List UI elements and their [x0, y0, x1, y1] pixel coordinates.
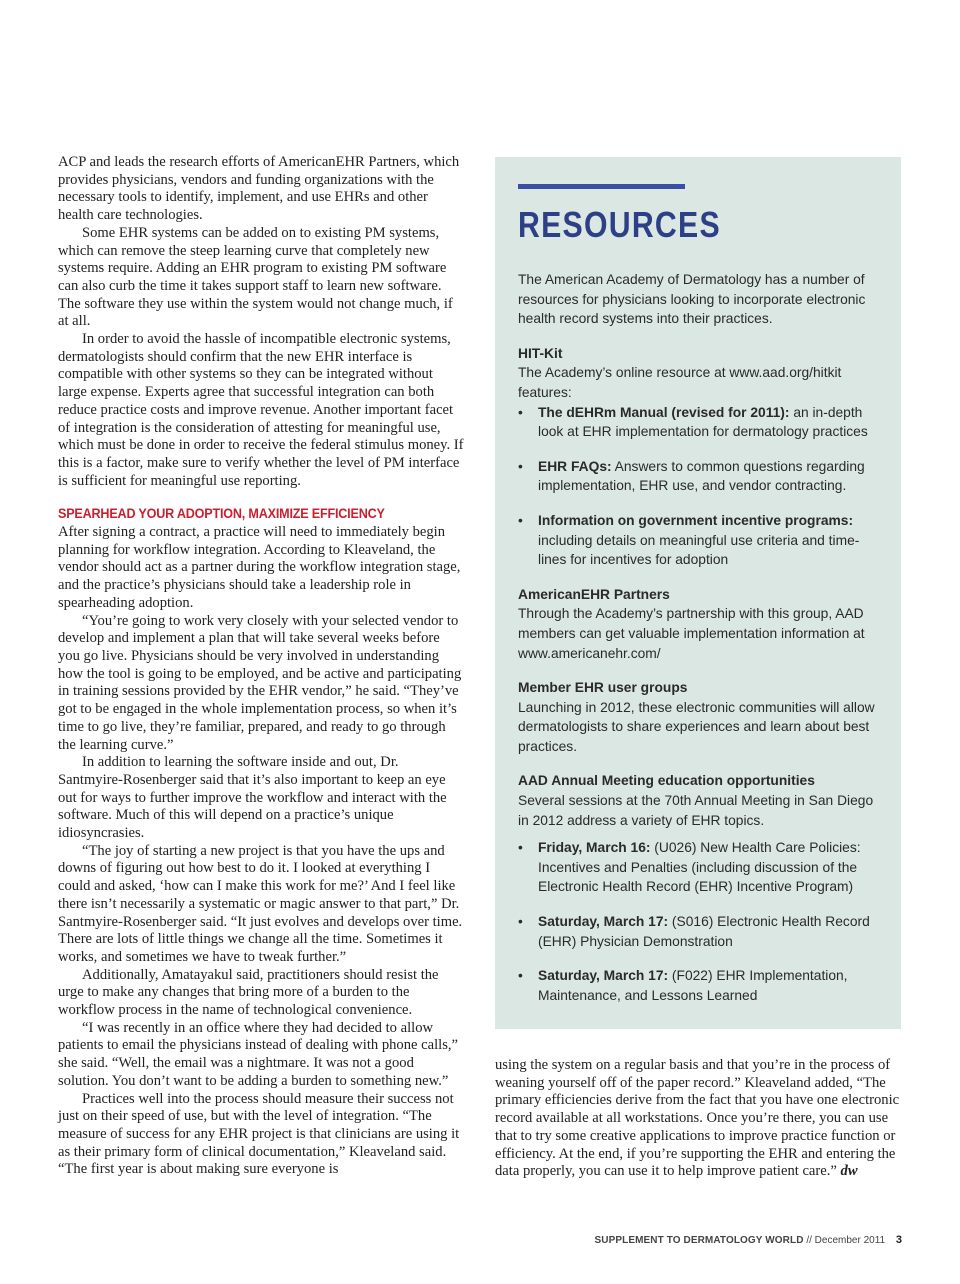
- item-text: (S016) Electronic Health Record (EHR) Physician Demonstration: [538, 914, 870, 949]
- item-label: The dEHRm Manual (revised for 2011):: [538, 404, 790, 420]
- resources-intro: The American Academy of Dermatology has a number of resources for physicians looking to incorporate electronic health record systems into their practices.: [518, 272, 866, 327]
- hitkit-list: [518, 403, 880, 570]
- hitkit-description: The Academy’s online resource at www.aad.org/hitkit features:: [518, 365, 842, 400]
- author-signature: dw: [840, 1163, 858, 1180]
- resources-sidebar: [495, 157, 901, 1029]
- list-item: [518, 912, 880, 951]
- item-label: Saturday, March 17:: [538, 968, 669, 984]
- list-item: [518, 511, 880, 570]
- item-label: Saturday, March 17:: [538, 914, 669, 930]
- paragraph: After signing a contract, a practice will need to immediately begin planning for workflow integration. According to Kleaveland, the vendor should act as a partner during the workflow integration stage, and the practice’s physicians should take a leadership role in spearheading adoption.: [58, 524, 461, 611]
- hitkit-heading: HIT-Kit: [518, 345, 563, 361]
- partners-heading: AmericanEHR Partners: [518, 586, 670, 602]
- paragraph-text: using the system on a regular basis and that you’re in the process of weaning yourself off of the paper record.” Kleaveland added, “The primary efficiencies derive from the fact that you have one electronic record available at all workstations. Once you’re there, you can use that to try some creative applications to improve practice function or efficiency. At the end, if you’re supporting the EHR and entering the data properly, you can use it to help improve patient care.”: [495, 1057, 900, 1180]
- section-heading: SPEARHEAD YOUR ADOPTION, MAXIMIZE EFFICIENCY: [58, 506, 385, 522]
- list-item: [518, 403, 880, 442]
- bullet-icon: •: [518, 914, 523, 930]
- bullet-icon: •: [518, 458, 523, 474]
- page-number: 3: [895, 1234, 902, 1246]
- partners-description: Through the Academy’s partnership with this group, AAD members can get valuable implementation information at www.americanehr.com/: [518, 606, 865, 661]
- item-label: EHR FAQs:: [538, 458, 612, 474]
- list-item: [518, 966, 880, 1005]
- paragraph: “You’re going to work very closely with your selected vendor to develop and implement a plan that will take several weeks before you go live. Physicians should be very involved in understanding how the tool is going to be employed, and be active and participating in training sessions provided by the EHR vendor,” he said. “They’ve got to be engaged in the whole implementation process, so when it’s time to go live, they’re familiar, prepared, and ready to go through the learning curve.”: [58, 612, 462, 753]
- bullet-icon: •: [518, 404, 523, 420]
- item-text: Answers to common questions regarding implementation, EHR use, and vendor contracting.: [538, 458, 865, 494]
- paragraph: [495, 1057, 901, 1181]
- annual-meeting-heading: AAD Annual Meeting education opportunities: [518, 773, 815, 789]
- paragraph: “I was recently in an office where they had decided to allow patients to email the physicians instead of dealing with phone calls,” she said. “Well, the email was a nightmare. It was not a good solution. You don’t want to be adding a burden to something new.”: [58, 1019, 459, 1089]
- item-label: Friday, March 16:: [538, 840, 651, 856]
- meeting-list: [518, 838, 880, 1005]
- accent-rule: [518, 184, 685, 189]
- separator: //: [806, 1235, 812, 1246]
- paragraph: Some EHR systems can be added on to existing PM systems, which can remove the steep learning curve that completely new systems require. Adding an EHR program to existing PM software can also curb the time it takes support staff to learn new software. The software they use within the system would not change much, if at all.: [58, 224, 453, 330]
- bullet-icon: •: [518, 512, 523, 528]
- item-label: Information on government incentive programs:: [538, 512, 854, 528]
- list-item: [518, 457, 880, 496]
- publication-name: SUPPLEMENT TO DERMATOLOGY WORLD: [594, 1235, 804, 1246]
- paragraph: In order to avoid the hassle of incompatible electronic systems, dermatologists should confirm that the new EHR interface is compatible with other systems so they can be integrated without large expense. Experts agree that successful integration can both reduce practice costs and improve revenue. Another important facet of integration is the consideration of attesting for meaningful use, which must be done in order to receive the federal stimulus money. If this is a factor, make sure to verify whether the level of PM interface is sufficient for meaningful use reporting.: [58, 331, 464, 489]
- list-item: [518, 838, 880, 897]
- resources-title: RESOURCES: [518, 204, 721, 245]
- user-groups-description: Launching in 2012, these electronic communities will allow dermatologists to share experiences and learn about best practices.: [518, 699, 875, 754]
- paragraph: In addition to learning the software inside and out, Dr. Santmyire-Rosenberger said that it’s also important to keep an eye out for ways to further improve the workflow and interact with the software. Much of this will depend on a practice’s unique idiosyncrasies.: [58, 754, 447, 842]
- paragraph: Additionally, Amatayakul said, practitioners should resist the urge to make any changes that bring more of a burden to the workflow process in the name of technological convenience.: [58, 966, 439, 1019]
- paragraph: “The joy of starting a new project is that you have the ups and downs of figuring out how best to do it. I looked at everything I could and asked, ‘how can I make this work for me?’ And I feel like there isn’t necessarily a systematic or magic answer to that part,” Dr. Santmyire-Rosenberger said. “It just evolves and develops over time. There are lots of little things we change all the time. Sometimes it works, and sometimes we have to tweak further.”: [58, 842, 463, 965]
- article-left-column: [58, 154, 464, 1179]
- item-text: (F022) EHR Implementation, Maintenance, and Lessons Learned: [538, 968, 848, 1003]
- annual-meeting-description: Several sessions at the 70th Annual Meeting in San Diego in 2012 address a variety of EHR topics.: [518, 793, 874, 828]
- user-groups-heading: Member EHR user groups: [518, 680, 688, 696]
- bullet-icon: •: [518, 968, 523, 984]
- item-text: an in-depth look at EHR implementation for dermatology practices: [538, 404, 868, 440]
- paragraph: Practices well into the process should measure their success not just on their speed of use, but with the level of integration. “The measure of success for any EHR project is that clinicians are using it as their primary form of clinical documentation,” Kleaveland said. “The first year is about making sure everyone is: [58, 1090, 460, 1178]
- item-text: (U026) New Health Care Policies: Incentives and Penalties (including discussion of the Electronic Health Record (EHR) Incentive Program): [538, 840, 861, 895]
- article-right-column: [495, 1057, 901, 1181]
- page-footer: [595, 1234, 903, 1246]
- bullet-icon: •: [518, 840, 523, 856]
- paragraph: ACP and leads the research efforts of AmericanEHR Partners, which provides physicians, vendors and funding organizations with the necessary tools to identify, implement, and use EHRs and other health care technologies.: [58, 154, 460, 224]
- issue-date: December 2011: [814, 1235, 886, 1246]
- item-text: including details on meaningful use criteria and time-lines for incentives for adoption: [538, 532, 860, 568]
